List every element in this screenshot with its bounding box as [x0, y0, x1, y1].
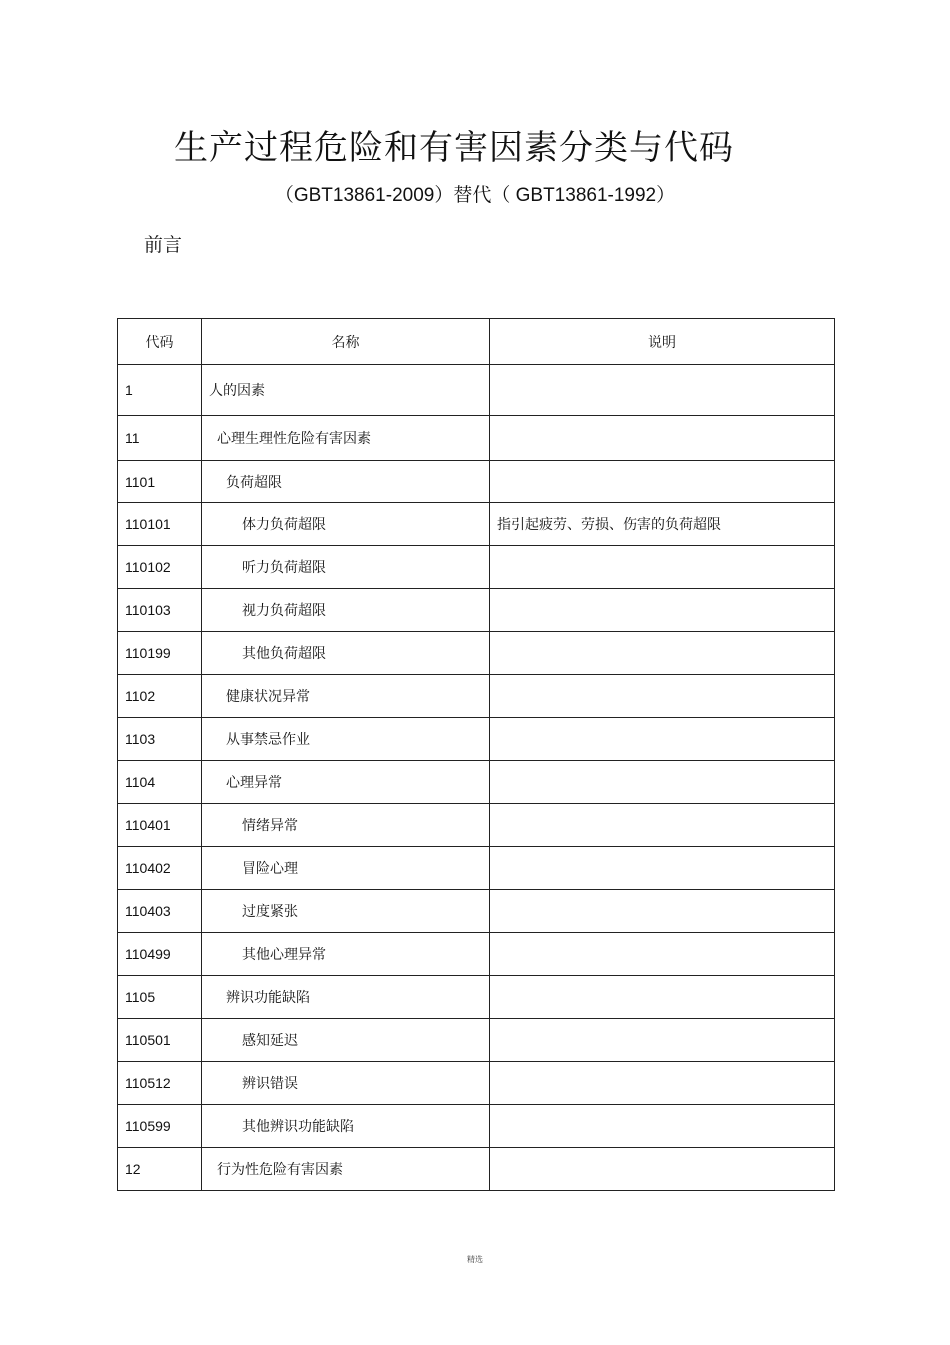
row-code: 1: [118, 365, 202, 416]
row-name: 从事禁忌作业: [202, 718, 490, 761]
row-note: [490, 718, 835, 761]
row-note: [490, 1019, 835, 1062]
table-row: [118, 461, 835, 503]
row-note: 指引起疲劳、劳损、伤害的负荷超限: [490, 503, 835, 546]
row-name: 行为性危险有害因素: [202, 1148, 490, 1191]
table-row: [118, 632, 835, 675]
row-note: [490, 761, 835, 804]
document-subtitle: （GBT13861-2009）替代（ GBT13861-1992）: [274, 185, 676, 206]
row-code: 110402: [118, 847, 202, 890]
row-name: 负荷超限: [202, 461, 490, 503]
row-code: 110512: [118, 1062, 202, 1105]
row-name: 体力负荷超限: [202, 503, 490, 546]
table-row: [118, 589, 835, 632]
table-row: [118, 1019, 835, 1062]
row-code: 110499: [118, 933, 202, 976]
table-row: [118, 847, 835, 890]
row-code: 12: [118, 1148, 202, 1191]
row-note: [490, 416, 835, 461]
row-note: [490, 675, 835, 718]
row-code: 110401: [118, 804, 202, 847]
row-name: 其他心理异常: [202, 933, 490, 976]
row-note: [490, 933, 835, 976]
row-note: [490, 976, 835, 1019]
row-code: 110599: [118, 1105, 202, 1148]
table-row: [118, 933, 835, 976]
row-code: 110101: [118, 503, 202, 546]
table-row: [118, 546, 835, 589]
row-name: 听力负荷超限: [202, 546, 490, 589]
row-name: 其他辨识功能缺陷: [202, 1105, 490, 1148]
row-name: 人的因素: [202, 365, 490, 416]
row-name: 情绪异常: [202, 804, 490, 847]
row-note: [490, 632, 835, 675]
row-code: 110501: [118, 1019, 202, 1062]
row-code: 1105: [118, 976, 202, 1019]
row-name: 心理生理性危险有害因素: [202, 416, 490, 461]
row-code: 110199: [118, 632, 202, 675]
row-note: [490, 890, 835, 933]
row-code: 1102: [118, 675, 202, 718]
hazard-code-table: [117, 318, 835, 1191]
row-note: [490, 546, 835, 589]
row-note: [490, 1062, 835, 1105]
page-footer: 精选: [467, 1255, 483, 1264]
table-row: [118, 1148, 835, 1191]
table-row: [118, 675, 835, 718]
row-code: 1103: [118, 718, 202, 761]
table-row: [118, 718, 835, 761]
table-row: [118, 976, 835, 1019]
row-code: 11: [118, 416, 202, 461]
row-name: 冒险心理: [202, 847, 490, 890]
row-note: [490, 365, 835, 416]
header-name: 名称: [202, 319, 490, 365]
table-row: [118, 890, 835, 933]
table-row: [118, 804, 835, 847]
header-note: 说明: [490, 319, 835, 365]
row-note: [490, 804, 835, 847]
row-name: 辨识功能缺陷: [202, 976, 490, 1019]
table-row: [118, 761, 835, 804]
row-name: 感知延迟: [202, 1019, 490, 1062]
table-row: [118, 1105, 835, 1148]
row-code: 110403: [118, 890, 202, 933]
document-title: 生产过程危险和有害因素分类与代码: [174, 128, 734, 168]
row-code: 110102: [118, 546, 202, 589]
row-code: 110103: [118, 589, 202, 632]
table-row: [118, 365, 835, 416]
table-header-row: [118, 319, 835, 365]
table-row: [118, 1062, 835, 1105]
row-name: 其他负荷超限: [202, 632, 490, 675]
row-name: 过度紧张: [202, 890, 490, 933]
row-code: 1104: [118, 761, 202, 804]
preface-heading: 前言: [144, 234, 183, 256]
row-note: [490, 461, 835, 503]
table-row: [118, 503, 835, 546]
table-row: [118, 416, 835, 461]
row-name: 辨识错误: [202, 1062, 490, 1105]
row-name: 视力负荷超限: [202, 589, 490, 632]
row-note: [490, 589, 835, 632]
header-code: 代码: [118, 319, 202, 365]
row-name: 健康状况异常: [202, 675, 490, 718]
row-code: 1101: [118, 461, 202, 503]
row-name: 心理异常: [202, 761, 490, 804]
row-note: [490, 847, 835, 890]
row-note: [490, 1105, 835, 1148]
row-note: [490, 1148, 835, 1191]
